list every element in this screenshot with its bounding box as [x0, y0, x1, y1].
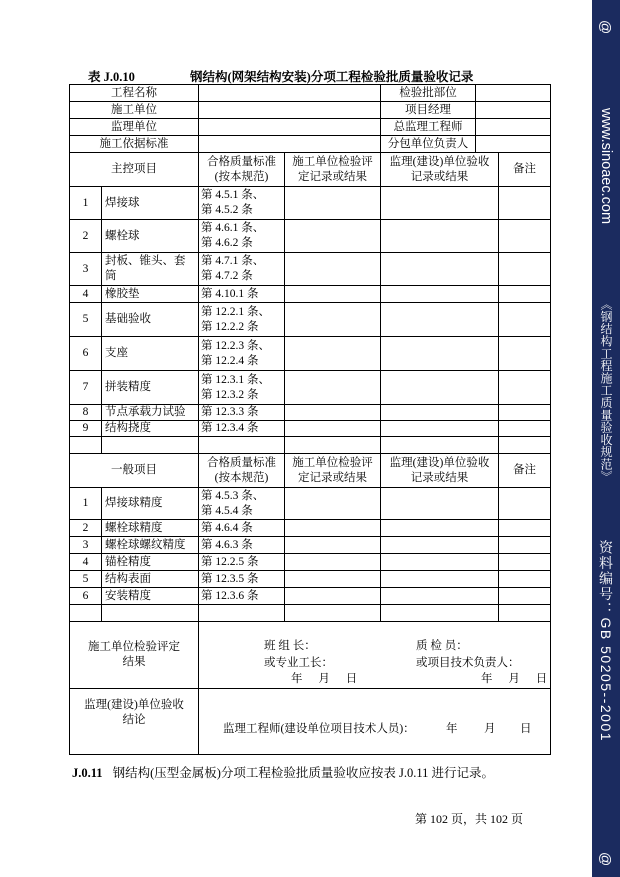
remarks-cell — [499, 571, 551, 588]
subcontractor-lead-label: 分包单位负责人 — [381, 136, 476, 153]
main-control-row — [70, 286, 551, 303]
table-code: 表 J.0.10 — [88, 70, 135, 84]
item-standard: 第 4.6.4 条 — [199, 520, 285, 537]
item-standard: 第 12.3.6 条 — [199, 588, 285, 605]
item-number: 1 — [70, 187, 102, 220]
blank-cell — [381, 437, 499, 454]
supervision-unit-label: 监理单位 — [70, 119, 199, 136]
item-number: 8 — [70, 405, 102, 421]
remarks-cell — [499, 187, 551, 220]
standard-header: 合格质量标准 (按本规范) — [199, 454, 285, 488]
remarks-cell — [499, 588, 551, 605]
item-name: 封板、锥头、套筒 — [102, 253, 199, 286]
main-control-row — [70, 253, 551, 286]
project-name-label: 工程名称 — [70, 85, 199, 102]
supervisor-record-cell — [381, 488, 499, 520]
contractor-record-cell — [285, 253, 381, 286]
contractor-signature-area — [199, 622, 551, 689]
supervisor-record-cell — [381, 337, 499, 371]
clause-text: 钢结构(压型金属板)分项工程检验批质量验收应按表 J.0.11 进行记录。 — [112, 766, 495, 780]
item-name: 结构表面 — [102, 571, 199, 588]
item-name: 螺栓球 — [102, 220, 199, 253]
signatory-label: 监理工程师(建设单位项目技术人员)： — [223, 723, 415, 735]
remarks-cell — [499, 253, 551, 286]
item-number: 6 — [70, 588, 102, 605]
contractor-record-cell — [285, 337, 381, 371]
blank-cell — [102, 437, 199, 454]
item-standard: 第 4.10.1 条 — [199, 286, 285, 303]
general-row — [70, 488, 551, 520]
supervisor-record-cell — [381, 520, 499, 537]
general-row — [70, 588, 551, 605]
inspection-record-table — [69, 84, 551, 755]
chief-supervisor-label: 总监理工程师 — [381, 119, 476, 136]
contractor-record-header: 施工单位检验评 定记录或结果 — [285, 153, 381, 187]
item-standard: 第 4.6.3 条 — [199, 537, 285, 554]
item-standard: 第 4.6.1 条、 第 4.6.2 条 — [199, 220, 285, 253]
at-sign-bottom: @ — [598, 852, 614, 867]
tech-lead-label: 或项目技术负责人： — [416, 657, 520, 669]
main-control-row — [70, 337, 551, 371]
remarks-cell — [499, 220, 551, 253]
subcontractor-lead-field — [476, 136, 551, 153]
inspection-lot-location-label: 检验批部位 — [381, 85, 476, 102]
main-control-header — [70, 153, 551, 187]
contractor-record-cell — [285, 405, 381, 421]
item-standard: 第 4.7.1 条、 第 4.7.2 条 — [199, 253, 285, 286]
blank-cell — [70, 605, 102, 622]
supervisor-record-cell — [381, 421, 499, 437]
item-standard: 第 12.3.1 条、 第 12.3.2 条 — [199, 371, 285, 405]
main-control-row — [70, 303, 551, 337]
supervisor-record-cell — [381, 303, 499, 337]
item-name: 锚栓精度 — [102, 554, 199, 571]
contractor-record-header: 施工单位检验评 定记录或结果 — [285, 454, 381, 488]
blank-cell — [199, 437, 285, 454]
item-number: 5 — [70, 571, 102, 588]
supervisor-record-cell — [381, 371, 499, 405]
supervisor-record-cell — [381, 187, 499, 220]
date-left: 年 月 日 — [291, 673, 358, 685]
project-manager-field — [476, 102, 551, 119]
contractor-result-row — [70, 622, 551, 689]
remarks-cell — [499, 303, 551, 337]
construction-standard-label: 施工依据标准 — [70, 136, 199, 153]
remarks-header: 备注 — [499, 153, 551, 187]
item-number: 4 — [70, 554, 102, 571]
item-name: 焊接球 — [102, 187, 199, 220]
day-label: 日 — [520, 723, 532, 735]
inspector-label: 质 检 员： — [416, 640, 468, 652]
item-standard: 第 12.3.5 条 — [199, 571, 285, 588]
blank-cell — [285, 437, 381, 454]
contractor-record-cell — [285, 520, 381, 537]
item-standard: 第 4.5.1 条、 第 4.5.2 条 — [199, 187, 285, 220]
remarks-cell — [499, 537, 551, 554]
blank-cell — [102, 605, 199, 622]
supervisor-record-cell — [381, 554, 499, 571]
project-name-field — [199, 85, 381, 102]
contractor-result-label: 施工单位检验评定 结果 — [70, 622, 199, 689]
supervisor-conclusion-row — [70, 689, 551, 755]
remarks-cell — [499, 371, 551, 405]
contractor-record-cell — [285, 187, 381, 220]
item-number: 2 — [70, 520, 102, 537]
remarks-cell — [499, 421, 551, 437]
month-label: 月 — [484, 723, 496, 735]
blank-cell — [199, 605, 285, 622]
info-row — [70, 119, 551, 136]
clause-note — [72, 763, 494, 781]
supervisor-record-cell — [381, 405, 499, 421]
general-items-title: 一般项目 — [70, 454, 199, 488]
contractor-record-cell — [285, 220, 381, 253]
item-standard: 第 12.3.4 条 — [199, 421, 285, 437]
item-name: 拼装精度 — [102, 371, 199, 405]
team-leader-label: 班 组 长： — [264, 640, 316, 652]
contractor-field — [199, 102, 381, 119]
blank-cell — [70, 437, 102, 454]
blank-cell — [499, 437, 551, 454]
construction-standard-field — [199, 136, 381, 153]
contractor-record-cell — [285, 286, 381, 303]
main-control-title: 主控项目 — [70, 153, 199, 187]
main-control-row — [70, 371, 551, 405]
info-row — [70, 85, 551, 102]
contractor-label: 施工单位 — [70, 102, 199, 119]
item-name: 支座 — [102, 337, 199, 371]
item-number: 9 — [70, 421, 102, 437]
supervisor-record-header: 监理(建设)单位验收 记录或结果 — [381, 454, 499, 488]
contractor-record-cell — [285, 554, 381, 571]
general-row — [70, 571, 551, 588]
remarks-cell — [499, 520, 551, 537]
item-name: 安装精度 — [102, 588, 199, 605]
item-number: 3 — [70, 253, 102, 286]
contractor-record-cell — [285, 537, 381, 554]
page-number: 第 102 页，共 102 页 — [415, 812, 524, 826]
item-name: 焊接球精度 — [102, 488, 199, 520]
item-name: 橡胶垫 — [102, 286, 199, 303]
general-row — [70, 520, 551, 537]
supervisor-record-cell — [381, 220, 499, 253]
info-row — [70, 102, 551, 119]
remarks-cell — [499, 405, 551, 421]
general-header — [70, 454, 551, 488]
contractor-record-cell — [285, 488, 381, 520]
item-standard: 第 12.2.1 条、 第 12.2.2 条 — [199, 303, 285, 337]
item-number: 3 — [70, 537, 102, 554]
blank-row — [70, 605, 551, 622]
main-control-row — [70, 187, 551, 220]
remarks-cell — [499, 554, 551, 571]
item-name: 螺栓球螺纹精度 — [102, 537, 199, 554]
main-control-row — [70, 421, 551, 437]
item-standard: 第 12.3.3 条 — [199, 405, 285, 421]
clause-code: J.0.11 — [72, 766, 103, 780]
foreman-label: 或专业工长： — [264, 657, 333, 669]
info-row — [70, 136, 551, 153]
item-number: 2 — [70, 220, 102, 253]
item-standard: 第 4.5.3 条、 第 4.5.4 条 — [199, 488, 285, 520]
remarks-cell — [499, 337, 551, 371]
website-url: www.sinoaec.com — [598, 108, 614, 225]
item-standard: 第 12.2.5 条 — [199, 554, 285, 571]
blank-cell — [285, 605, 381, 622]
main-control-row — [70, 220, 551, 253]
contractor-record-cell — [285, 571, 381, 588]
general-row — [70, 554, 551, 571]
blank-cell — [381, 605, 499, 622]
supervisor-record-header: 监理(建设)单位验收 记录或结果 — [381, 153, 499, 187]
item-number: 6 — [70, 337, 102, 371]
blank-cell — [499, 605, 551, 622]
item-name: 结构挠度 — [102, 421, 199, 437]
remarks-cell — [499, 286, 551, 303]
at-sign-top: @ — [598, 20, 614, 35]
date-right: 年 月 日 — [481, 673, 548, 685]
supervisor-record-cell — [381, 537, 499, 554]
item-standard: 第 12.2.3 条、 第 12.2.4 条 — [199, 337, 285, 371]
supervisor-conclusion-label: 监理(建设)单位验收 结论 — [70, 689, 199, 755]
supervisor-record-cell — [381, 571, 499, 588]
remarks-cell — [499, 488, 551, 520]
item-name: 螺栓球精度 — [102, 520, 199, 537]
main-control-row — [70, 405, 551, 421]
contractor-record-cell — [285, 588, 381, 605]
form-title: 钢结构(网架结构安装)分项工程检验批质量验收记录 — [190, 70, 474, 84]
inspection-lot-location-field — [476, 85, 551, 102]
item-name: 节点承载力试验 — [102, 405, 199, 421]
supervisor-record-cell — [381, 253, 499, 286]
standard-header: 合格质量标准 (按本规范) — [199, 153, 285, 187]
item-number: 5 — [70, 303, 102, 337]
blank-row — [70, 437, 551, 454]
project-manager-label: 项目经理 — [381, 102, 476, 119]
contractor-record-cell — [285, 421, 381, 437]
remarks-header: 备注 — [499, 454, 551, 488]
contractor-record-cell — [285, 303, 381, 337]
item-number: 7 — [70, 371, 102, 405]
supervisor-record-cell — [381, 588, 499, 605]
item-number: 1 — [70, 488, 102, 520]
supervision-unit-field — [199, 119, 381, 136]
chief-supervisor-field — [476, 119, 551, 136]
document-number: 资料编号：GB 50205--2001 — [598, 540, 614, 743]
item-number: 4 — [70, 286, 102, 303]
supervisor-record-cell — [381, 286, 499, 303]
contractor-record-cell — [285, 371, 381, 405]
year-label: 年 — [446, 723, 458, 735]
general-row — [70, 537, 551, 554]
item-name: 基础验收 — [102, 303, 199, 337]
book-title: 《钢结构工程施工质量验收规范》 — [599, 298, 613, 483]
supervisor-signature-area — [199, 689, 551, 755]
